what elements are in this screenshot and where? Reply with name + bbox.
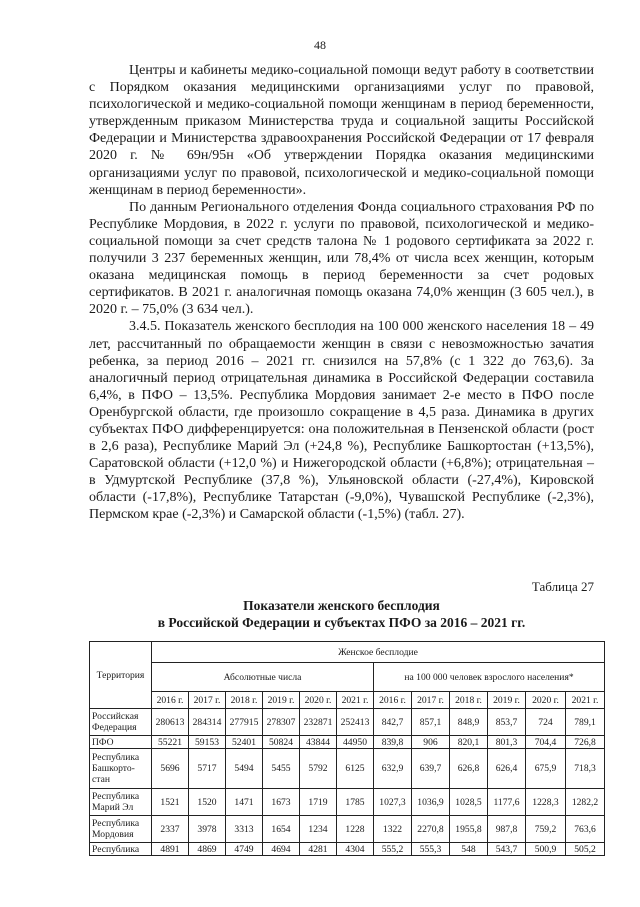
paragraph-3: 3.4.5. Показатель женского бесплодия на 100 000 женского населения 18 – 49 лет, рассчитанный по обращаемости женщин в связи с невозможностью зачатия ребенка, за период 2016 – 2021 гг. снизился на 57,8% (с 1 322 до 763,6). За аналогичный период отрицательная динамика в Российской Федерации составила 6,4%, в ПФО – 13,5%. Республика Мордовия занимает 2-е место в ПФО после Оренбургской области, где произошло сокращение в 4,5 раза. Динамика в других субъектах ПФО дифференцируется: она положительная в Пензенской области (рост в 2,6 раза), Республике Марий Эл (+24,8 %), Республике Башкортостан (+13,5%), Саратовской области (+12,0 %) и Нижегородской области (+6,8%); отрицательная – в Удмуртской Республике (37,8 %), Ульяновской области (-27,4%), Кировской области (-17,8%), Республике Татарстан (-9,0%), Чувашской Республике (-2,3%), Пермском крае (-2,3%) и Самарской области (-1,5%) (табл. 27). xyxy=(89,319,594,523)
table-title-line-2: в Российской Федерации и субъектах ПФО за 2016 – 2021 гг. xyxy=(157,615,526,630)
header-year-rate: 2016 г. xyxy=(374,692,412,709)
rate-value-cell: 789,1 xyxy=(566,709,605,736)
rate-value-cell: 801,3 xyxy=(488,736,526,749)
rate-value-cell: 704,4 xyxy=(526,736,566,749)
body-text xyxy=(89,62,594,524)
absolute-value-cell: 252413 xyxy=(337,709,374,736)
table-row xyxy=(90,736,605,749)
absolute-value-cell: 4749 xyxy=(226,843,263,856)
absolute-value-cell: 5792 xyxy=(300,749,337,789)
absolute-value-cell: 5455 xyxy=(263,749,300,789)
header-year-rate: 2020 г. xyxy=(526,692,566,709)
rate-value-cell: 543,7 xyxy=(488,843,526,856)
header-year-rate: 2021 г. xyxy=(566,692,605,709)
absolute-value-cell: 43844 xyxy=(300,736,337,749)
rate-value-cell: 505,2 xyxy=(566,843,605,856)
rate-value-cell: 853,7 xyxy=(488,709,526,736)
rate-value-cell: 632,9 xyxy=(374,749,412,789)
rate-value-cell: 675,9 xyxy=(526,749,566,789)
table-row xyxy=(90,749,605,789)
paragraph-1: Центры и кабинеты медико-социальной помощи ведут работу в соответствии с Порядком оказания медицинскими организациями услуг по правовой, психологической и медико-социальной помощи женщинам в период беременности, утвержденным приказом Министерства труда и социальной защиты Российской Федерации и Министерства здравоохранения Российской Федерации от 17 февраля 2020 г. № 69н/95н «Об утверждении Порядка оказания медицинскими организациями услуг по правовой, психологической и медико-социальной помощи женщинам в период беременности». xyxy=(89,63,594,198)
absolute-value-cell: 1228 xyxy=(337,816,374,843)
rate-value-cell: 1955,8 xyxy=(450,816,488,843)
table-caption: Таблица 27 xyxy=(531,579,594,594)
absolute-value-cell: 5494 xyxy=(226,749,263,789)
header-year-rate: 2018 г. xyxy=(450,692,488,709)
absolute-value-cell: 1719 xyxy=(300,789,337,816)
absolute-value-cell: 4304 xyxy=(337,843,374,856)
rate-value-cell: 500,9 xyxy=(526,843,566,856)
header-year-abs: 2020 г. xyxy=(300,692,337,709)
rate-value-cell: 1027,3 xyxy=(374,789,412,816)
header-year-abs: 2021 г. xyxy=(337,692,374,709)
rate-value-cell: 555,2 xyxy=(374,843,412,856)
absolute-value-cell: 284314 xyxy=(189,709,226,736)
absolute-value-cell: 280613 xyxy=(152,709,189,736)
rate-value-cell: 1036,9 xyxy=(412,789,450,816)
absolute-value-cell: 278307 xyxy=(263,709,300,736)
absolute-value-cell: 52401 xyxy=(226,736,263,749)
absolute-value-cell: 5696 xyxy=(152,749,189,789)
rate-value-cell: 626,8 xyxy=(450,749,488,789)
territory-cell: Республика Мордовия xyxy=(90,816,152,843)
table-row xyxy=(90,709,605,736)
absolute-value-cell: 2337 xyxy=(152,816,189,843)
header-absolute: Абсолютные числа xyxy=(152,663,374,692)
rate-value-cell: 2270,8 xyxy=(412,816,450,843)
rate-value-cell: 548 xyxy=(450,843,488,856)
rate-value-cell: 857,1 xyxy=(412,709,450,736)
rate-value-cell: 1228,3 xyxy=(526,789,566,816)
rate-value-cell: 842,7 xyxy=(374,709,412,736)
table-row xyxy=(90,789,605,816)
rate-value-cell: 1322 xyxy=(374,816,412,843)
absolute-value-cell: 44950 xyxy=(337,736,374,749)
territory-cell: Республика Башкорто-стан xyxy=(90,749,152,789)
table-title-line-1: Показатели женского бесплодия xyxy=(243,598,440,613)
territory-cell: ПФО xyxy=(90,736,152,749)
header-territory: Территория xyxy=(90,642,152,709)
table-row xyxy=(90,816,605,843)
header-group: Женское бесплодие xyxy=(152,642,605,663)
absolute-value-cell: 1234 xyxy=(300,816,337,843)
territory-cell: Республика Марий Эл xyxy=(90,789,152,816)
rate-value-cell: 1282,2 xyxy=(566,789,605,816)
rate-value-cell: 906 xyxy=(412,736,450,749)
rate-value-cell: 1177,6 xyxy=(488,789,526,816)
absolute-value-cell: 1654 xyxy=(263,816,300,843)
absolute-value-cell: 50824 xyxy=(263,736,300,749)
absolute-value-cell: 3978 xyxy=(189,816,226,843)
header-year-abs: 2017 г. xyxy=(189,692,226,709)
rate-value-cell: 848,9 xyxy=(450,709,488,736)
rate-value-cell: 718,3 xyxy=(566,749,605,789)
rate-value-cell: 724 xyxy=(526,709,566,736)
absolute-value-cell: 1673 xyxy=(263,789,300,816)
territory-cell: Республика xyxy=(90,843,152,856)
header-year-rate: 2017 г. xyxy=(412,692,450,709)
absolute-value-cell: 5717 xyxy=(189,749,226,789)
rate-value-cell: 987,8 xyxy=(488,816,526,843)
rate-value-cell: 726,8 xyxy=(566,736,605,749)
absolute-value-cell: 3313 xyxy=(226,816,263,843)
rate-value-cell: 820,1 xyxy=(450,736,488,749)
absolute-value-cell: 59153 xyxy=(189,736,226,749)
absolute-value-cell: 55221 xyxy=(152,736,189,749)
header-per-100k: на 100 000 человек взрослого населения* xyxy=(374,663,605,692)
absolute-value-cell: 232871 xyxy=(300,709,337,736)
header-year-abs: 2016 г. xyxy=(152,692,189,709)
table-title xyxy=(89,597,594,631)
absolute-value-cell: 277915 xyxy=(226,709,263,736)
header-year-abs: 2018 г. xyxy=(226,692,263,709)
rate-value-cell: 639,7 xyxy=(412,749,450,789)
rate-value-cell: 626,4 xyxy=(488,749,526,789)
rate-value-cell: 1028,5 xyxy=(450,789,488,816)
absolute-value-cell: 1520 xyxy=(189,789,226,816)
paragraph-2: По данным Регионального отделения Фонда социального страхования РФ по Республике Мордовия, в 2022 г. услуги по правовой, психологической и медико-социальной помощи за счет средств талона № 1 родового сертификата за 2022 г. получили 3 237 беременных женщин, или 78,4% от числа всех женщин, которым оказана медицинская помощь в период беременности за счет родовых сертификатов. В 2021 г. аналогичная помощь оказана 74,0% женщин (3 605 чел.), в 2020 г. – 75,0% (3 634 чел.). xyxy=(89,199,594,318)
absolute-value-cell: 1785 xyxy=(337,789,374,816)
absolute-value-cell: 6125 xyxy=(337,749,374,789)
table-row xyxy=(90,843,605,856)
absolute-value-cell: 4694 xyxy=(263,843,300,856)
rate-value-cell: 839,8 xyxy=(374,736,412,749)
absolute-value-cell: 1521 xyxy=(152,789,189,816)
absolute-value-cell: 4891 xyxy=(152,843,189,856)
absolute-value-cell: 1471 xyxy=(226,789,263,816)
absolute-value-cell: 4281 xyxy=(300,843,337,856)
header-year-rate: 2019 г. xyxy=(488,692,526,709)
infertility-table xyxy=(89,641,605,856)
rate-value-cell: 763,6 xyxy=(566,816,605,843)
page-number: 48 xyxy=(314,38,326,52)
territory-cell: Российская Федерация xyxy=(90,709,152,736)
header-year-abs: 2019 г. xyxy=(263,692,300,709)
rate-value-cell: 555,3 xyxy=(412,843,450,856)
rate-value-cell: 759,2 xyxy=(526,816,566,843)
absolute-value-cell: 4869 xyxy=(189,843,226,856)
